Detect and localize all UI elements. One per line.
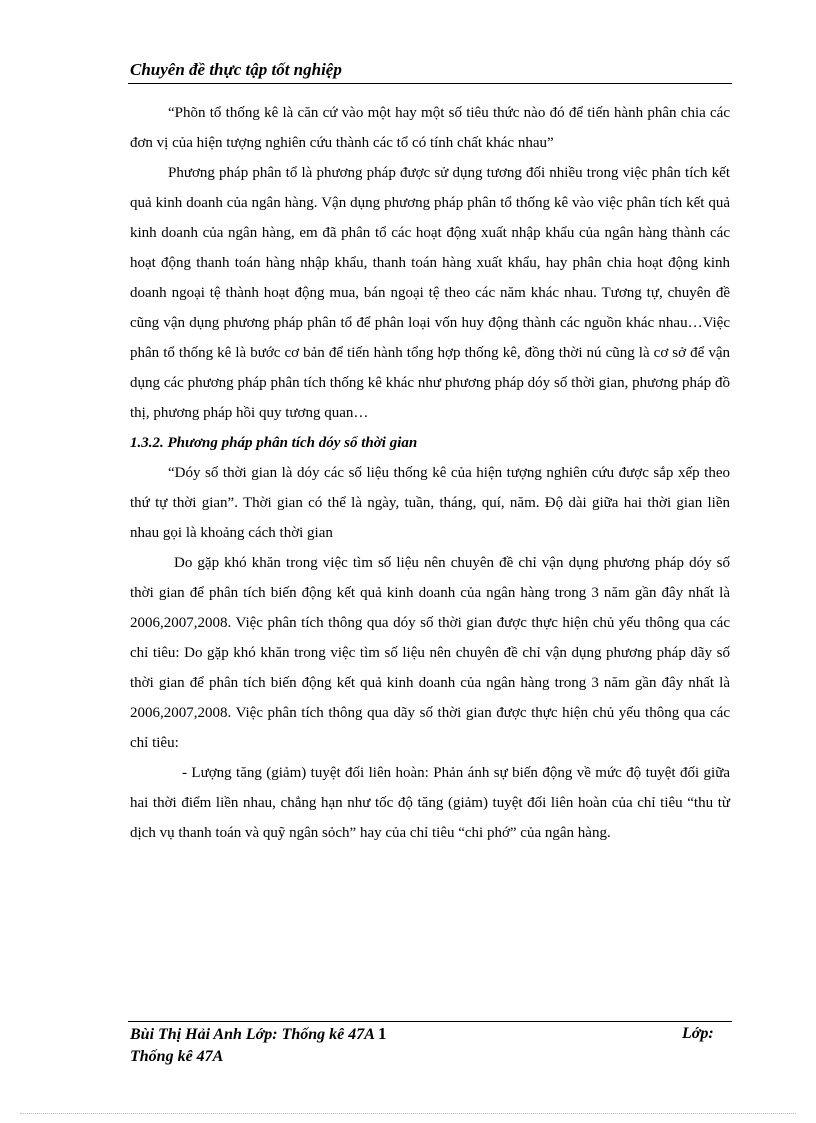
paragraph-time-series-definition: “Dóy số thời gian là dóy các số liệu thống kê của hiện tượng nghiên cứu được sắp xếp theo thứ tự thời gian”. Thời gian có thể là ngày, tuần, tháng, quí, năm. Độ dài giữa hai thời gian liền nhau gọi là khoảng cách thời gian — [130, 465, 730, 541]
footer-class-label: Lớp: — [682, 1025, 714, 1042]
footer-continuation: Thống kê 47A — [130, 1048, 224, 1065]
paragraph-definition-grouping: “Phõn tổ thống kê là căn cứ vào một hay một số tiêu thức nào đó để tiến hành phân chia các đơn vị của hiện tượng nghiên cứu thành các tổ có tính chất khác nhau” — [130, 105, 730, 151]
paragraph-absolute-change: - Lượng tăng (giảm) tuyệt đối liên hoàn: Phản ánh sự biến động về mức độ tuyệt đối giữa hai thời điểm liền nhau, chẳng hạn như tốc độ tăng (giảm) tuyệt đối liên hoàn của chỉ tiêu “thu từ dịch vụ thanh toán và quỹ ngân sỏch” hay của chỉ tiêu “chi phớ” của ngân hàng. — [130, 765, 730, 841]
footer-divider — [128, 1021, 732, 1022]
header-divider — [128, 83, 732, 84]
page-number: 1 — [378, 1024, 387, 1043]
section-heading: 1.3.2. Phương pháp phân tích dóy số thời gian — [130, 435, 418, 451]
footer-author-class: Bùi Thị Hải Anh Lớp: Thống kê 47A — [130, 1026, 375, 1043]
paragraph-time-series-usage: Do gặp khó khăn trong việc tìm số liệu nên chuyên đề chỉ vận dụng phương pháp dóy số thời gian để phân tích biến động kết quả kinh doanh của ngân hàng trong 3 năm gần đây nhất là 2006,2007,2008. Việc phân tích thông qua dóy số thời gian được thực hiện chủ yếu thông qua các chỉ tiêu: Do gặp khó khăn trong việc tìm số liệu nên chuyên đề chỉ vận dụng phương pháp dãy số thời gian để phân tích biến động kết quả kinh doanh của ngân hàng trong 3 năm gần đây nhất là 2006,2007,2008. Việc phân tích thông qua dãy số thời gian được thực hiện chủ yếu thông qua các chỉ tiêu: — [130, 555, 730, 751]
page-bottom-border — [20, 1113, 796, 1114]
header-title: Chuyên đề thực tập tốt nghiệp — [130, 60, 342, 79]
paragraph-grouping-method: Phương pháp phân tổ là phương pháp được sử dụng tương đối nhiều trong việc phân tích kết quả kinh doanh của ngân hàng. Vận dụng phương pháp phân tổ thống kê vào việc phân tích kết quả kinh doanh của ngân hàng, em đã phân tổ các hoạt động xuất nhập khẩu của ngân hàng thành các hoạt động thanh toán hàng nhập khẩu, thanh toán hàng xuất khẩu, hay phân chia hoạt động kinh doanh ngoại tệ thành hoạt động mua, bán ngoại tệ theo các năm khác nhau. Tương tự, chuyên đề cũng vận dụng phương pháp phân tổ để phân loại vốn huy động thành các nguồn khác nhau…Việc phân tổ thống kê là bước cơ bản để tiến hành tổng hợp thống kê, đồng thời nú cũng là cơ sở để vận dụng các phương pháp phân tích thống kê khác như phương pháp dóy số thời gian, phương pháp đồ thị, phương pháp hồi quy tương quan… — [130, 165, 730, 421]
body-content — [130, 98, 730, 848]
footer — [130, 1023, 730, 1068]
